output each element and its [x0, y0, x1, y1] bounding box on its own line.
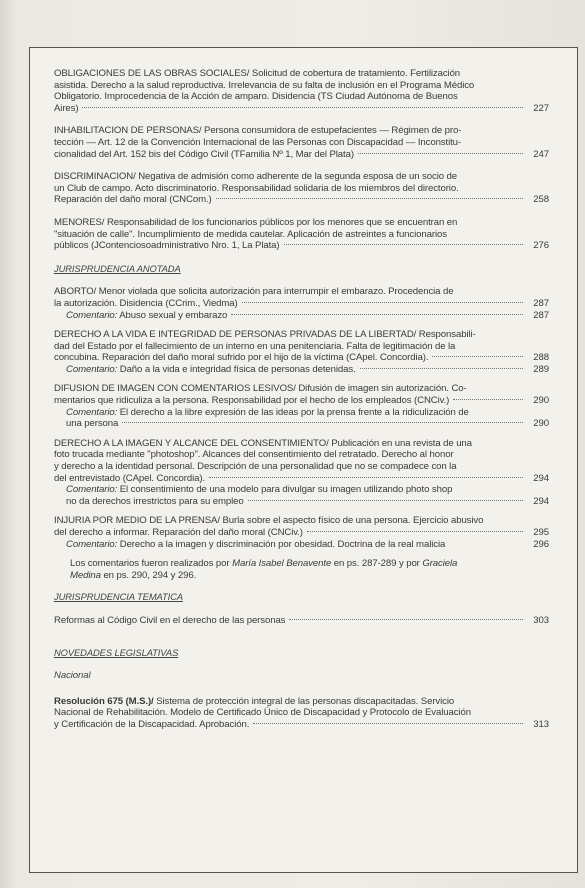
- page-number: 287: [533, 297, 549, 309]
- page-number: 313: [533, 718, 549, 730]
- comment-text: no da derechos irrestrictos para su empleo: [66, 495, 244, 507]
- note-text: en ps. 287-289 y por: [331, 558, 423, 570]
- entry-line: OBLIGACIONES DE LAS OBRAS SOCIALES/ Solicitud de cobertura de tratamiento. Fertilización: [54, 68, 461, 79]
- resolution-entry: [54, 696, 549, 731]
- entry-line: DISCRIMINACION/ Negativa de admisión como adherente de la segunda esposa de un socio de: [54, 171, 457, 183]
- entry-line: Reparación del daño moral (CNCom.): [54, 194, 212, 206]
- entry-line: DERECHO A LA VIDA E INTEGRIDAD DE PERSONAS PRIVADAS DE LA LIBERTAD/ Responsabili-: [54, 329, 476, 341]
- comment-label: Comentario:: [66, 309, 118, 321]
- comment-text: Abuso sexual y embarazo: [119, 309, 228, 321]
- comment-text: El derecho a la libre expresión de las ideas por la prensa frente a la ridiculización de: [119, 406, 469, 418]
- annotated-entry: [54, 438, 549, 508]
- entry-line: asistida. Derecho a la salud reproductiva. Irrelevancia de su falta de inclusión en el Programa Médico: [54, 79, 475, 91]
- entry-line: DIFUSION DE IMAGEN CON COMENTARIOS LESIVOS/ Difusión de imagen sin autorización. Co-: [54, 383, 467, 395]
- note-author: María Isabel Benavente: [232, 558, 332, 570]
- page-number: 294: [533, 495, 549, 507]
- entry-line: Nacional de Rehabilitación. Modelo de Certificado Único de Discapacidad y Protocolo de Evaluación: [54, 707, 471, 719]
- page-number: 290: [533, 395, 549, 407]
- subsection-heading: Nacional: [54, 670, 91, 682]
- entry-line: un Club de campo. Acto discriminatorio. Responsabilidad solidaria de los miembros del directorio.: [54, 182, 459, 194]
- entry-line: mentarios que ridiculiza a la persona. Responsabilidad por el hecho de los empleados (CNCiv.): [54, 395, 450, 407]
- annotated-entry: [54, 383, 549, 429]
- entry-line: INJURIA POR MEDIO DE LA PRENSA/ Burla sobre el aspecto físico de una persona. Ejercicio abusivo: [54, 515, 484, 527]
- entry-line: públicos (JContenciosoadministrativo Nro. 1, La Plata): [54, 240, 280, 252]
- comment-label: Comentario:: [66, 484, 118, 496]
- page-number: 287: [533, 309, 549, 321]
- page-number: 227: [533, 102, 549, 114]
- comments-note: [54, 558, 549, 581]
- index-entry: [54, 125, 549, 160]
- page-number: 294: [533, 472, 549, 484]
- page-number: 295: [533, 527, 549, 538]
- comment-label: Comentario:: [66, 406, 118, 418]
- comment-line: [54, 539, 549, 551]
- comment-text: El consentimiento de una modelo para divulgar su imagen utilizando photo shop: [119, 484, 453, 496]
- page-number: 288: [533, 352, 549, 364]
- entry-line: tección — Art. 12 de la Convención Internacional de las Personas con Discapacidad — Inconstitu-: [54, 136, 461, 148]
- resolution-title: Resolución 675 (M.S.)/: [54, 695, 154, 707]
- entry-line: Sistema de protección integral de las personas discapacitadas. Servicio: [153, 695, 455, 707]
- note-author: Medina: [70, 569, 101, 581]
- entry-line: y Certificación de la Discapacidad. Aprobación.: [54, 718, 250, 730]
- index-entry: [54, 217, 549, 252]
- comment-label: Comentario:: [66, 538, 118, 550]
- page-number: 303: [533, 614, 549, 626]
- entry-line: Aires): [54, 102, 79, 114]
- page-number: 290: [533, 418, 549, 430]
- comment-text: una persona: [66, 418, 119, 430]
- thematic-entry: [54, 615, 549, 627]
- entry-line: y derecho a la identidad personal. Descripción de una personalidad que no se compadece con la: [54, 461, 457, 473]
- section-heading-thematic: JURISPRUDENCIA TEMATICA: [54, 591, 183, 603]
- index-entry: [54, 171, 549, 206]
- annotated-entry: [54, 286, 549, 321]
- entry-line: la autorización. Disidencia (CCrim., Viedma): [54, 297, 238, 309]
- comment-line: [54, 364, 549, 376]
- entry-line: concubina. Reparación del daño moral sufrido por el hijo de la víctima (CApel. Concordia).: [54, 352, 429, 364]
- page-number: 247: [533, 148, 549, 160]
- entry-line: Obligatorio. Improcedencia de la Acción de amparo. Disidencia (TS Ciudad Autónoma de Buenos: [54, 91, 458, 103]
- comment-line: [54, 310, 549, 322]
- comment-line: [54, 407, 549, 419]
- note-text: en ps. 290, 294 y 296.: [100, 569, 197, 581]
- entry-line: MENORES/ Responsabilidad de los funcionarios públicos por los menores que se encuentran en: [54, 216, 458, 228]
- entry-line: DERECHO A LA IMAGEN Y ALCANCE DEL CONSENTIMIENTO/ Publicación en una revista de una: [54, 437, 472, 449]
- index-content: [54, 68, 549, 742]
- note-text: Los comentarios fueron realizados por: [70, 558, 233, 570]
- entry-line: cionalidad del Art. 152 bis del Código Civil (TFamilia Nº 1, Mar del Plata): [54, 148, 354, 160]
- comment-line: [54, 484, 549, 496]
- entry-line: ABORTO/ Menor violada que solicita autorización para interrumpir el embarazo. Procedencia de: [54, 286, 454, 298]
- entry-line: Reformas al Código Civil en el derecho de las personas: [54, 614, 286, 626]
- entry-line: del entrevistado (CApel. Concordia).: [54, 472, 206, 484]
- page-number: 276: [533, 240, 549, 252]
- page-number: 289: [533, 363, 549, 375]
- section-heading-annotated: JURISPRUDENCIA ANOTADA: [54, 262, 181, 274]
- page-number: 296: [533, 538, 549, 550]
- entry-line: dad del Estado por el fallecimiento de un interno en una penitenciaria. Falta de legitimación de la: [54, 340, 456, 352]
- entry-line: INHABILITACION DE PERSONAS/ Persona consumidora de estupefacientes — Régimen de pro-: [54, 125, 462, 137]
- section-heading-legislative: NOVEDADES LEGISLATIVAS: [54, 646, 179, 658]
- comment-text: Derecho a la imagen y discriminación por obesidad. Doctrina de la real malicia: [119, 538, 446, 550]
- annotated-entry: [54, 329, 549, 375]
- entry-line: "situación de calle". Incumplimiento de medida cautelar. Aplicación de astreintes a funcionarios: [54, 228, 447, 240]
- note-author: Graciela: [422, 558, 458, 570]
- index-entry: [54, 68, 549, 114]
- page-number: 258: [533, 194, 549, 206]
- entry-line: foto trucada mediante "photoshop". Alcances del consentimiento del retratado. Derecho al honor: [54, 449, 454, 461]
- annotated-entry: [54, 515, 549, 550]
- comment-label: Comentario:: [66, 363, 118, 375]
- entry-line: del derecho a informar. Reparación del daño moral (CNCiv.): [54, 527, 303, 538]
- comment-text: Daño a la vida e integridad física de personas detenidas.: [119, 363, 356, 375]
